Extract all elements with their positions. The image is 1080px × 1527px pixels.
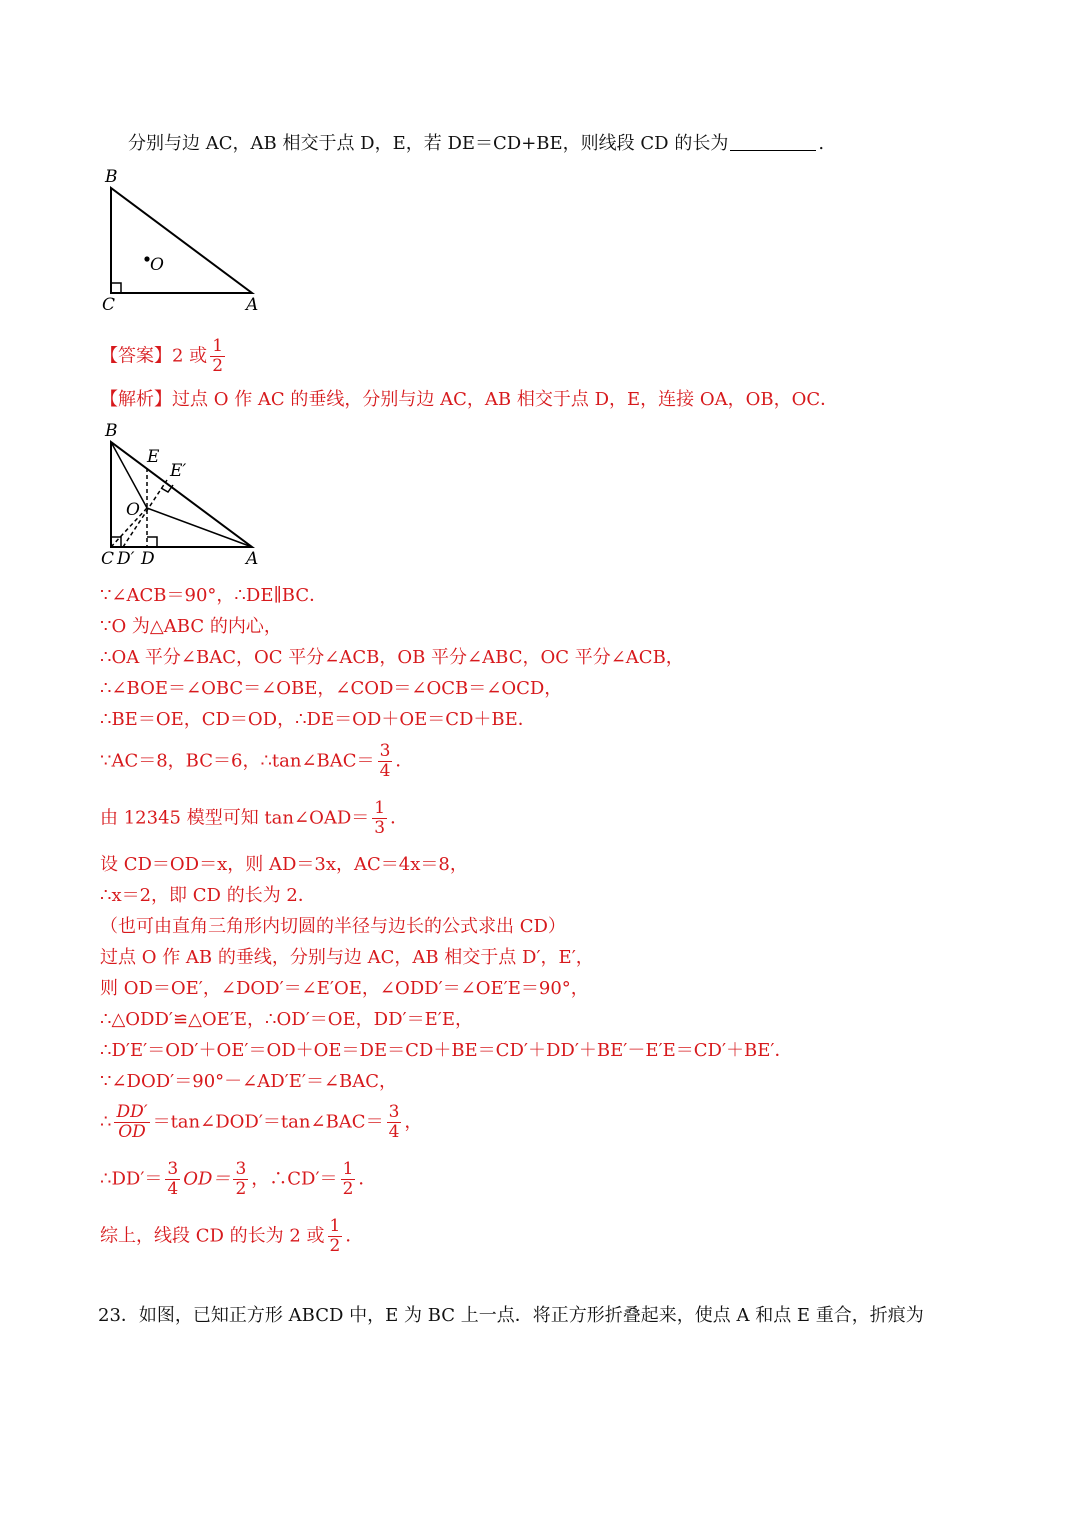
step-12: 则 OD＝OE′，∠DOD′＝∠E′OE，∠ODD′＝∠OE′E＝90°， (100, 978, 589, 999)
problem-tail: . (818, 133, 825, 154)
label2-E: E (147, 447, 160, 467)
answer-text: 2 或 (172, 345, 208, 367)
label-O: O (150, 255, 164, 275)
label-C: C (102, 295, 116, 315)
step-14: ∴D′E′＝OD′＋OE′＝OD＋OE＝DE＝CD＋BE＝CD′＋DD′＋BE′－E′E＝CD′＋BE′． (100, 1040, 793, 1061)
label2-A: A (246, 549, 259, 569)
figure-triangle (95, 162, 275, 317)
dd-coef-fraction: $\frac{3}{4}$ (167, 1159, 179, 1199)
analysis-line (100, 389, 838, 411)
step-4: ∴∠BOE＝∠OBC＝∠OBE，∠COD＝∠OCB＝∠OCD， (100, 678, 563, 699)
label2-D: D (141, 549, 155, 569)
step-13: ∴△ODD′≌△OE′E，∴OD′＝OE，DD′＝E′E， (100, 1009, 473, 1030)
dd-over-od-fraction: $\frac{DD'}{OD}$ (116, 1102, 148, 1142)
tan-oad-fraction: $\frac{1}{3}$ (374, 798, 386, 838)
step-11: 过点 O 作 AB 的垂线，分别与边 AC，AB 相交于点 D′，E′， (100, 947, 594, 968)
conclusion-fraction: $\frac{1}{2}$ (329, 1216, 341, 1256)
step-9: ∴x＝2，即 CD 的长为 2． (100, 885, 316, 906)
step-8: 设 CD＝OD＝x，则 AD＝3x，AC＝4x＝8， (100, 854, 468, 875)
step-5: ∴BE＝OE，CD＝OD，∴DE＝OD＋OE＝CD＋BE． (100, 709, 536, 730)
cd-prime-fraction: $\frac{1}{2}$ (342, 1159, 354, 1199)
label-A: A (246, 295, 259, 315)
step-7: 由 12345 模型可知 tan∠OAD＝ $\frac{1}{3}$ ． (100, 798, 409, 838)
three-quarters-fraction: $\frac{3}{4}$ (388, 1102, 400, 1142)
label2-B: B (105, 421, 118, 441)
next-problem-text: 如图，已知正方形 ABCD 中，E 为 BC 上一点．将正方形折叠起来，使点 A 和点 E 重合，折痕为 (138, 1305, 924, 1326)
problem-statement (128, 133, 824, 155)
dd-value-fraction: $\frac{3}{2}$ (235, 1159, 247, 1199)
answer-fraction: $\frac{1}{2}$ (212, 336, 224, 376)
answer-tag: 【答案】 (100, 345, 172, 367)
step-3: ∴OA 平分∠BAC，OC 平分∠ACB，OB 平分∠ABC，OC 平分∠ACB， (100, 647, 684, 668)
next-problem (98, 1305, 924, 1327)
tan-bac-fraction: $\frac{3}{4}$ (379, 741, 391, 781)
label2-O: O (126, 500, 140, 520)
problem-intro: 分别与边 AC，AB 相交于点 D，E，若 DE＝CD+BE，则线段 CD 的长为 (128, 133, 729, 154)
step-2: ∵O 为△ABC 的内心， (100, 616, 282, 637)
label-B: B (105, 167, 118, 187)
step-16: ∴ $\frac{DD'}{OD}$ ＝tan∠DOD′＝tan∠BAC＝ $\frac{3}{4}$ ， (100, 1102, 423, 1142)
label2-E-prime: E′ (170, 461, 187, 481)
next-problem-number: 23． (98, 1305, 139, 1326)
answer-blank (730, 134, 816, 151)
label2-D-prime: D′ (117, 549, 135, 569)
label2-C: C (101, 549, 115, 569)
step-18: 综上，线段 CD 的长为 2 或 $\frac{1}{2}$ ． (100, 1216, 364, 1256)
answer-line (100, 337, 228, 376)
step-17: ∴DD′＝ $\frac{3}{4}$ OD＝ $\frac{3}{2}$ ，∴CD′＝ $\frac{1}{2}$ ． (100, 1159, 377, 1199)
step-15: ∵∠DOD′＝90°－∠AD′E′＝∠BAC， (100, 1071, 398, 1092)
analysis-text: 过点 O 作 AC 的垂线，分别与边 AC，AB 相交于点 D，E，连接 OA，OB，OC． (172, 389, 839, 410)
analysis-tag: 【解析】 (100, 389, 172, 410)
step-1: ∵∠ACB＝90°，∴DE∥BC． (100, 585, 328, 606)
step-6: ∵AC＝8，BC＝6，∴tan∠BAC＝ $\frac{3}{4}$ ． (100, 741, 414, 781)
step-10: （也可由直角三角形内切圆的半径与边长的公式求出 CD） (100, 916, 566, 937)
figure-incircle-construction (95, 416, 280, 576)
